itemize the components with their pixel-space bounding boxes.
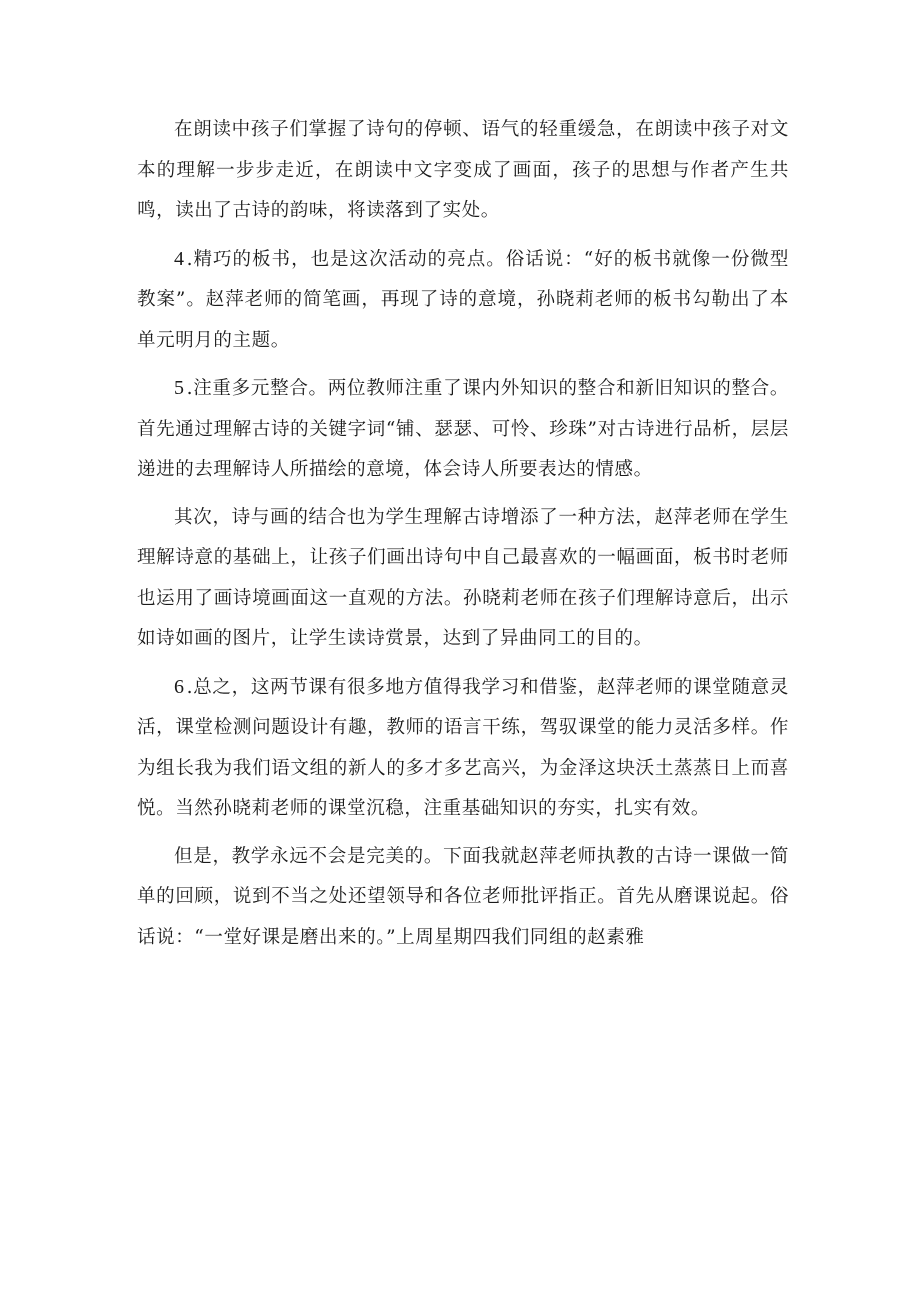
paragraph-number: 4 — [174, 247, 185, 270]
paragraph-text: 其次，诗与画的结合也为学生理解古诗增添了一种方法，赵萍老师在学生理解诗意的基础上，让孩子们画出诗句中自己最喜欢的一幅画面，板书时老师也运用了画诗境画面这一直观的方法。孙晓莉老师在孩子们理解诗意后，出示如诗如画的图片，让学生读诗赏景，达到了异曲同工的目的。 — [137, 506, 789, 649]
paragraph-text: .注重多元整合。两位教师注重了课内外知识的整合和新旧知识的整合。首先通过理解古诗的关键字词“铺、瑟瑟、可怜、珍珠”对古诗进行品析，层层递进的去理解诗人所描绘的意境，体会诗人所要表达的情感。 — [137, 378, 789, 480]
paragraph-text: .精巧的板书，也是这次活动的亮点。俗话说：“好的板书就像一份微型教案”。赵萍老师的简笔画，再现了诗的意境，孙晓莉老师的板书勾勒出了本单元明月的主题。 — [137, 248, 789, 351]
paragraph-2 — [137, 239, 789, 362]
paragraph-1 — [137, 110, 789, 232]
paragraph-text: 在朗读中孩子们掌握了诗句的停顿、语气的轻重缓急，在朗读中孩子对文本的理解一步步走近，在朗读中文字变成了画面，孩子的思想与作者产生共鸣，读出了古诗的韵味，将读落到了实处。 — [137, 119, 789, 221]
paragraph-number: 6 — [174, 675, 185, 698]
paragraph-5 — [137, 667, 789, 830]
document-body — [137, 110, 789, 965]
paragraph-6 — [137, 837, 789, 959]
paragraph-text: .总之，这两节课有很多地方值得我学习和借鉴，赵萍老师的课堂随意灵活，课堂检测问题设计有趣，教师的语言干练，驾驭课堂的能力灵活多样。作为组长我为我们语文组的新人的多才多艺高兴，为金泽这块沃土蒸蒸日上而喜悦。当然孙晓莉老师的课堂沉稳，注重基础知识的夯实，扎实有效。 — [137, 676, 789, 819]
paragraph-number: 5 — [174, 377, 185, 399]
paragraph-text: 但是，教学永远不会是完美的。下面我就赵萍老师执教的古诗一课做一简单的回顾，说到不当之处还望领导和各位老师批评指正。首先从磨课说起。俗话说：“一堂好课是磨出来的。”上周星期四我们同组的赵素雅 — [137, 845, 789, 948]
paragraph-4 — [137, 498, 789, 660]
paragraph-3 — [137, 368, 789, 491]
